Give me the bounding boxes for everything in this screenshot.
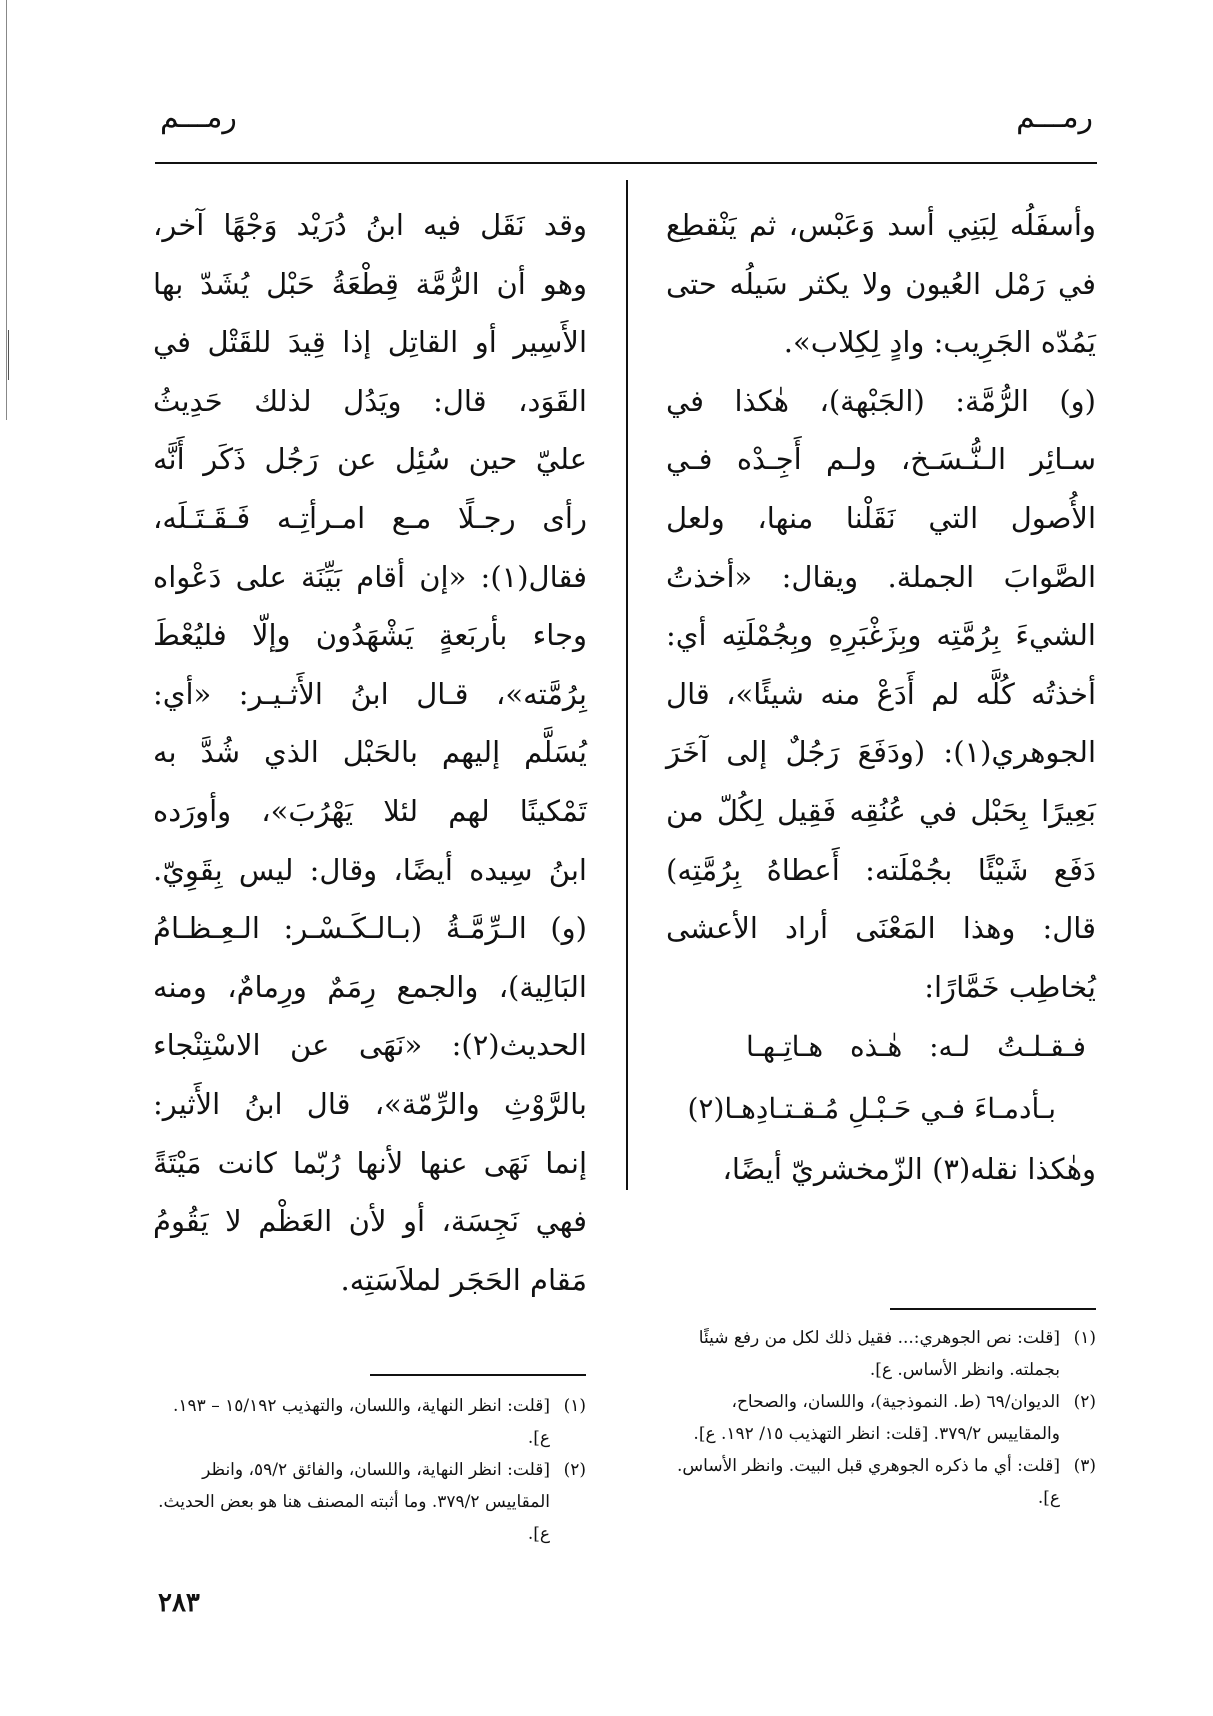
right-column — [666, 196, 1096, 1199]
running-header-left: رمـــم — [160, 100, 237, 135]
text-line: بِرُمَّته»، قـال ابنُ الأَثـيـر: «أي: — [153, 676, 587, 711]
text-line: فهي نَجِسَة، أو لأن العَظْم لا يَقُومُ — [153, 1204, 587, 1239]
text-line: الأُصول التي نَقَلْنا منها، ولعل — [666, 500, 1096, 535]
text-line: يُخاطِب خَمَّارًا: — [924, 969, 1096, 1004]
text-line: قال: وهذا المَعْنَى أراد الأعشى — [666, 911, 1096, 946]
scan-edge-mark — [8, 330, 9, 380]
verse-hemistich: فـقـلـتُ لـه: هٰـذه هـاتِـهـا — [746, 1030, 1086, 1064]
text-line: وهٰكذا نقله(٣) الزّمخشريّ أيضًا، — [722, 1152, 1096, 1187]
text-line: الجوهري(١): (ودَفَعَ رَجُلٌ إلى آخَرَ — [666, 735, 1096, 770]
text-line: (و) الرُّمَّة: (الجَبْهة)، هٰكذا في — [666, 383, 1096, 418]
footnote-text: [قلت: انظر النهاية، واللسان، والتهذيب ١٥/١٩٢ – ١٩٣. ع]. — [173, 1396, 550, 1448]
text-line: الصَّوابَ الجملة. ويقال: «أخذتُ — [666, 559, 1096, 594]
footnote-text: [قلت: نص الجوهري:... فقيل ذلك لكل من رفع شيئًا بجملته. وانظر الأساس. ع]. — [698, 1328, 1060, 1380]
footnote-rule-right — [890, 1308, 1096, 1310]
footnotes-left — [150, 1390, 586, 1550]
footnotes-right — [666, 1322, 1096, 1514]
footnote-number: (١) — [1073, 1328, 1096, 1348]
header-rule — [155, 162, 1097, 164]
verse-hemistich: بـأدمـاءَ فـي حَـبْـلِ مُـقـتـادِهـا(٢) — [687, 1092, 1056, 1126]
text-line: أخذتُه كُلَّه لم أَدَعْ منه شيئًا»، قال — [666, 676, 1096, 711]
text-line: سـائِر الـنُّـسَـخ، ولـم أَجِـدْه فـي — [666, 442, 1096, 477]
footnote — [666, 1450, 1096, 1514]
footnote — [150, 1390, 586, 1454]
text-line: (و) الـرِّمَّـةُ (بـالـكَـسْـر: الـعِـظـامُ — [153, 911, 587, 946]
text-line: وهو أن الرُّمَّة قِطْعَةُ حَبْل يُشَدّ بها — [153, 266, 587, 301]
text-line: تَمْكينًا لهم لئلا يَهْرُبَ»، وأورَده — [153, 793, 587, 828]
text-line: وجاء بأربَعةٍ يَشْهَدُون وإلّا فليُعْطَ — [153, 618, 587, 653]
column-divider — [626, 180, 628, 1190]
text-line: يَمُدّه الجَرِيب: وادٍ لِكِلاب». — [783, 325, 1096, 360]
text-line: مَقام الحَجَر لملاَسَتِه. — [340, 1262, 587, 1297]
running-header-right: رمـــم — [1016, 100, 1093, 135]
footnote-number: (٢) — [563, 1460, 586, 1480]
text-line: الحديث(٢): «نَهَى عن الاسْتِنْجاء — [153, 1028, 587, 1063]
text-line: البَالِية)، والجمع رِمَمٌ ورِمامٌ، ومنه — [153, 969, 587, 1004]
footnote-text: [قلت: أي ما ذكره الجوهري قبل البيت. وانظر الأساس. ع]. — [677, 1456, 1060, 1508]
footnote-number: (٣) — [1073, 1456, 1096, 1476]
text-line: وقد نَقَل فيه ابنُ دُرَيْد وَجْهًا آخر، — [153, 208, 587, 242]
text-line: دَفَع شَيْئًا بجُمْلَته: أَعطاهُ بِرُمَّتِه) — [666, 852, 1096, 887]
text-line: القَوَد، قال: ويَدُل لذلك حَدِيثُ — [153, 383, 587, 418]
text-line: ابنُ سِيده أيضًا، وقال: ليس بِقَوِيّ. — [153, 852, 587, 887]
footnote — [666, 1322, 1096, 1386]
text-line: يُسَلَّم إليهم بالحَبْل الذي شُدَّ به — [153, 735, 587, 770]
left-column — [153, 196, 587, 1309]
text-line: الشيءَ بِرُمَّتِه وبِزَغْبَرِهِ وبِجُمْلَتِه أي: — [666, 618, 1096, 653]
text-line: في رَمْل العُيون ولا يكثر سَيلُه حتى — [666, 266, 1096, 301]
text-line: فقال(١): «إن أقام بَيِّنَة على دَعْواه — [153, 559, 587, 594]
footnote-text: الديوان/٦٩ (ط. النموذجية)، واللسان، والصحاح، والمقاييس ٣٧٩/٢. [قلت: انظر التهذيب ١٥/ ١٩٢. ع]. — [693, 1392, 1060, 1444]
footnote-number: (١) — [563, 1396, 586, 1416]
text-line: بالرَّوْثِ والرِّمّة»، قال ابنُ الأَثير: — [153, 1086, 587, 1121]
scan-edge-line — [6, 0, 7, 420]
footnote — [666, 1386, 1096, 1450]
text-line: رأى رجـلًا مـع امـرأتِـه فَـقَـتَـلَه، — [153, 500, 587, 535]
page-number: ٢٨٣ — [158, 1588, 200, 1618]
footnote-text: [قلت: انظر النهاية، واللسان، والفائق ٥٩/٢، وانظر المقاييس ٣٧٩/٢. وما أثبته المصنف هنا هو بعض الحديث. ع]. — [158, 1460, 550, 1544]
footnote — [150, 1454, 586, 1550]
text-line: عليّ حين سُئِل عن رَجُل ذَكَر أَنَّه — [153, 442, 587, 477]
text-line: إنما نَهَى عنها لأنها رُبّما كانت مَيْتَةً — [153, 1145, 587, 1180]
footnote-number: (٢) — [1073, 1392, 1096, 1412]
footnote-rule-left — [370, 1374, 586, 1376]
text-line: وأسفَلُه لِبَنِي أسد وَعَبْس، ثم يَنْقطِع — [666, 208, 1096, 242]
text-line: بَعِيرًا بِحَبْل في عُنُقِه فَقِيل لِكُلّ من — [666, 793, 1096, 828]
text-line: الأَسِير أو القاتِل إذا قِيدَ للقَتْل في — [153, 325, 587, 360]
